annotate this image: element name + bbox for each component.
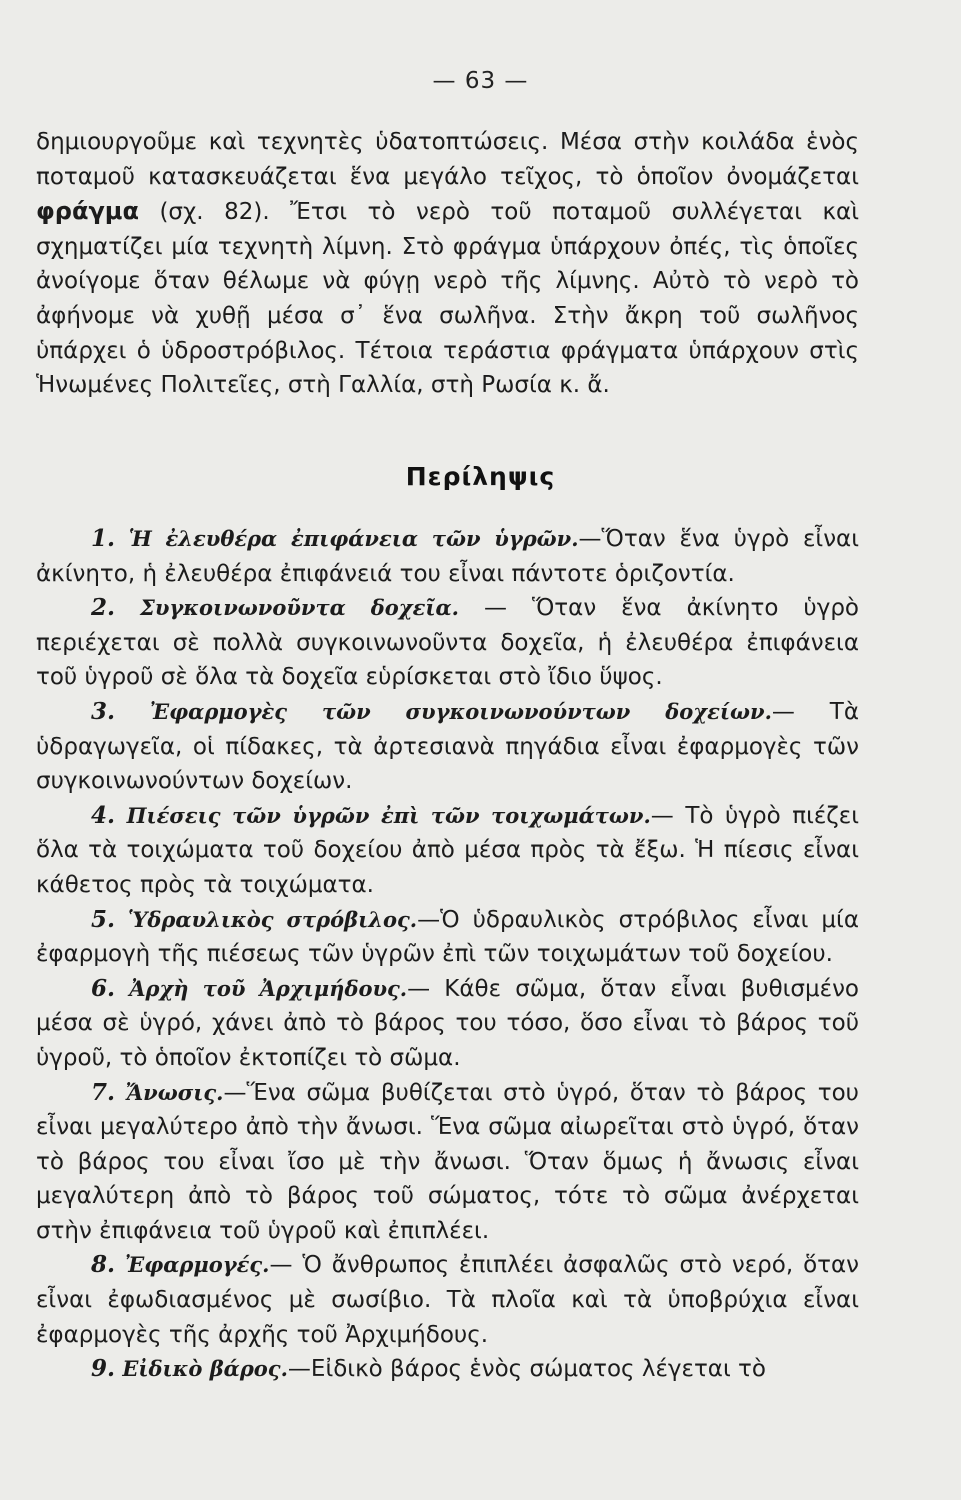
intro-text <box>36 125 859 403</box>
summary-item-text: —Εἰδικὸ βάρος ἑνὸς σώματος λέγεται τὸ <box>287 1356 766 1383</box>
intro-text-before-term: δημιουργοῦμε καὶ τεχνητὲς ὑδατοπτώσεις. Μέσα στὴν κοιλάδα ἑνὸς ποταμοῦ κατασκευάζεται ἕνα μεγάλο τεῖχος, τὸ ὁποῖον ὀνομάζεται <box>36 129 859 190</box>
summary-item-text: — Ὁ ἄνθρωπος ἐπιπλέει ἀσφαλῶς στὸ νερό, ὅταν εἶναι ἐφωδιασμένος μὲ σωσίβιο. Τὰ πλοῖα καὶ τὰ ὑποβρύχια εἶναι ἐφαρμογὲς τῆς ἀρχῆς τοῦ Ἀρχιμήδους. <box>36 1252 860 1348</box>
summary-item <box>36 903 859 972</box>
summary-item-text: —Ἕνα σῶμα βυθίζεται στὸ ὑγρό, ὅταν τὸ βάρος του εἶναι μεγαλύτερο ἀπὸ τὴν ἄνωσι. Ἕνα σῶμα αἰωρεῖται στὸ ὑγρό, ὅταν τὸ βάρος του εἶναι ἴσο μὲ τὴν ἄνωσι. Ὅταν ὅμως ἡ ἄνωσις εἶναι μεγαλύτερη ἀπὸ τὸ βάρος τοῦ σώματος, τότε τὸ σῶμα ἀνέρχεται στὴν ἐπιφάνεια τοῦ ὑγροῦ καὶ ἐπιπλέει. <box>36 1079 859 1244</box>
intro-paragraph <box>36 125 859 403</box>
summary-item <box>36 695 859 799</box>
summary-item-title: Εἰδικὸ βάρος. <box>122 1356 288 1382</box>
summary-item-title: Ἀρχὴ τοῦ Ἀρχιμήδους. <box>129 975 408 1001</box>
summary-item-text: — Ὅταν ἕνα ἀκίνητο ὑγρὸ περιέχεται σὲ πολλὰ συγκοινωνοῦντα δοχεῖα, ἡ ἐλευθέρα ἐπιφάνεια τοῦ ὑγροῦ σὲ ὅλα τὰ δοχεῖα εὑρίσκεται στὸ ἴδιο ὕψος. <box>36 595 860 691</box>
summary-item-text: —Ὅταν ἕνα ὑγρὸ εἶναι ἀκίνητο, ἡ ἐλευθέρα ἐπιφάνειά του εἶναι πάντοτε ὁριζοντία. <box>36 526 859 587</box>
summary-item-title: Ἐφαρμογὲς τῶν συγκοινωνούντων δοχείων. <box>149 698 772 724</box>
summary-item-title: Ἄνωσις. <box>125 1079 224 1105</box>
key-term-dam: φράγμα <box>36 197 139 226</box>
summary-item-text: — Τὰ ὑδραγωγεῖα, οἱ πίδακες, τὰ ἀρτεσιανὰ πηγάδια εἶναι ἐφαρμογὲς τῶν συγκοινωνούντων δοχείων. <box>36 698 859 795</box>
summary-item-number: 1. <box>91 525 116 552</box>
summary-heading: Περίληψις <box>405 462 556 491</box>
summary-item-number: 9. <box>91 1355 116 1383</box>
summary-item <box>36 591 859 695</box>
summary-item-number: 6. <box>91 974 116 1002</box>
summary-item <box>36 522 859 591</box>
summary-item-title: Ἐφαρμογές. <box>124 1252 270 1278</box>
summary-item-title: Συγκοινωνοῦντα δοχεῖα. <box>140 595 459 621</box>
summary-item <box>36 1076 859 1249</box>
summary-item-text: —Ὁ ὑδραυλικὸς στρόβιλος εἶναι μία ἐφαρμογὴ τῆς πιέσεως τῶν ὑγρῶν ἐπὶ τῶν τοιχωμάτων τοῦ δοχείου. <box>36 906 860 968</box>
page-number: — 63 — <box>432 68 529 94</box>
summary-item-number: 3. <box>91 697 116 725</box>
summary-item-number: 5. <box>91 905 116 933</box>
summary-item <box>36 1352 859 1387</box>
summary-item-number: 7. <box>91 1078 116 1106</box>
summary-item-number: 4. <box>91 801 116 829</box>
summary-item-number: 8. <box>91 1251 116 1279</box>
intro-text-after-term: (σχ. 82). Ἔτσι τὸ νερὸ τοῦ ποταμοῦ συλλέγεται καὶ σχηματίζει μία τεχνητὴ λίμνη. Στὸ φράγμα ὑπάρχουν ὀπές, τὶς ὁποῖες ἀνοίγομε ὅταν θέλωμε νὰ φύγῃ νερὸ τῆς λίμνης. Αὐτὸ τὸ νερὸ τὸ ἀφήνομε νὰ χυθῇ μέσα σ᾽ ἕνα σωλῆνα. Στὴν ἄκρη τοῦ σωλῆνος ὑπάρχει ὁ ὑδροστρόβιλος. Τέτοια τεράστια φράγματα ὑπάρχουν στὶς Ἡνωμένες Πολιτεῖες, στὴ Γαλλία, στὴ Ρωσία κ. ἄ. <box>36 199 860 399</box>
summary-item-title: Ὑδραυλικὸς στρόβιλος. <box>128 906 418 932</box>
summary-item <box>36 972 859 1076</box>
summary-item <box>36 1248 859 1352</box>
summary-item-title: Ἡ ἐλευθέρα ἐπιφάνεια τῶν ὑγρῶν. <box>128 526 579 551</box>
summary-item-text: — Κάθε σῶμα, ὅταν εἶναι βυθισμένο μέσα σὲ ὑγρό, χάνει ἀπὸ τὸ βάρος του τόσο, ὅσο εἶναι τὸ βάρος τοῦ ὑγροῦ, τὸ ὁποῖον ἐκτοπίζει τὸ σῶμα. <box>36 975 859 1071</box>
summary-item-text: — Τὸ ὑγρὸ πιέζει ὅλα τὰ τοιχώματα τοῦ δοχείου ἀπὸ μέσα πρὸς τὰ ἔξω. Ἡ πίεσις εἶναι κάθετος πρὸς τὰ τοιχώματα. <box>36 802 860 898</box>
summary-list <box>36 522 859 1387</box>
summary-item-number: 2. <box>91 594 116 622</box>
summary-item <box>36 799 859 903</box>
summary-item-title: Πιέσεις τῶν ὑγρῶν ἐπὶ τῶν τοιχωμάτων. <box>126 802 651 828</box>
